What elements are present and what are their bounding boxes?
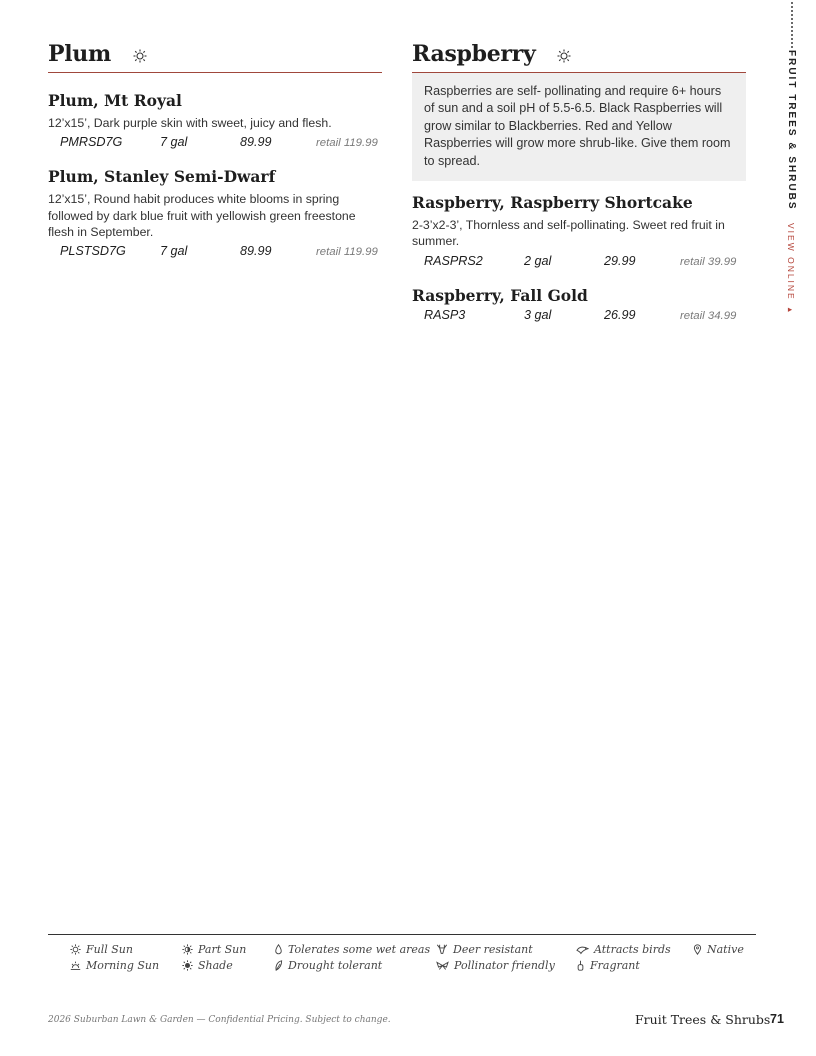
product-name: Raspberry, Fall Gold	[412, 285, 588, 305]
legend-item	[436, 941, 555, 957]
sun-icon	[70, 944, 81, 955]
legend-label: Fragrant	[590, 958, 640, 972]
product-entry	[48, 167, 382, 258]
sku-code: RASP3	[424, 307, 466, 322]
legend-item	[436, 957, 555, 973]
water-drop-icon	[274, 944, 283, 955]
sku-row	[412, 254, 746, 268]
legend-label: Drought tolerant	[288, 958, 383, 972]
deer-icon	[436, 944, 448, 955]
bird-icon	[576, 944, 589, 955]
legend-item	[182, 941, 246, 957]
footer-disclaimer: 2026 Suburban Lawn & Garden — Confidential Pricing. Subject to change.	[48, 1015, 391, 1025]
location-pin-icon	[693, 944, 702, 955]
sku-row	[48, 244, 382, 258]
section-tab-title: FRUIT TREES & SHRUBS	[786, 50, 797, 211]
section-header	[48, 40, 382, 73]
section-tab	[786, 2, 800, 318]
page-number: 71	[770, 1012, 784, 1026]
product-description: 2-3’x2-3’, Thornless and self-pollinating. Sweet red fruit in summer.	[412, 218, 725, 249]
view-online-link[interactable]: VIEW ONLINE ▸	[786, 223, 796, 318]
section-title: Plum	[48, 41, 111, 67]
legend-label: Pollinator friendly	[454, 958, 555, 972]
legend-label: Tolerates some wet areas	[288, 942, 431, 956]
product-description: 12’x15’, Round habit produces white blooms in spring followed by dark blue fruit with yellowish green freestone flesh in September.	[48, 192, 356, 239]
product-entry	[48, 91, 382, 149]
butterfly-icon	[436, 960, 449, 971]
legend-item	[182, 957, 246, 973]
legend-item	[576, 941, 671, 957]
sku-size: 7 gal	[160, 135, 188, 150]
sku-price: 26.99	[604, 307, 636, 322]
sku-retail: retail 34.99	[680, 309, 737, 322]
footer-section-name: Fruit Trees & Shrubs	[635, 1012, 771, 1027]
sku-code: RASPRS2	[424, 253, 483, 268]
legend-label: Attracts birds	[594, 942, 671, 956]
legend-item	[70, 957, 159, 973]
product-name: Plum, Stanley Semi-Dwarf	[48, 167, 276, 187]
legend-item	[70, 941, 159, 957]
fragrance-icon	[576, 960, 585, 971]
intro-box: Raspberries are self- pollinating and require 6+ hours of sun and a soil pH of 5.5-6.5. Black Raspberries will grow similar to Blackberries. Red and Yellow Raspberries will grow more shrub-like. Give them room to spread.	[412, 73, 746, 181]
dotted-leader	[791, 2, 793, 48]
legend-label: Native	[707, 942, 744, 956]
legend-label: Shade	[198, 958, 233, 972]
sku-retail: retail 39.99	[680, 255, 737, 268]
sku-row	[48, 135, 382, 149]
legend-item	[274, 957, 430, 973]
product-name: Raspberry, Raspberry Shortcake	[412, 193, 693, 213]
legend-item	[576, 957, 671, 973]
shade-icon	[182, 960, 193, 971]
legend-label: Part Sun	[198, 942, 247, 956]
sku-row	[412, 308, 746, 322]
legend-item	[693, 941, 744, 957]
product-entry	[412, 193, 746, 268]
sun-icon	[133, 49, 147, 63]
sun-icon	[557, 49, 571, 63]
sku-code: PMRSD7G	[60, 135, 123, 150]
sku-code: PLSTSD7G	[60, 244, 126, 259]
section-title: Raspberry	[412, 41, 536, 67]
raspberry-section	[412, 40, 746, 322]
plum-section	[48, 40, 382, 258]
leaf-icon	[274, 960, 283, 971]
section-tab-text	[786, 50, 797, 317]
product-entry	[412, 286, 746, 322]
sku-retail: retail 119.99	[316, 137, 378, 150]
legend-label: Full Sun	[86, 942, 133, 956]
product-name: Plum, Mt Royal	[48, 91, 182, 110]
icon-legend	[48, 934, 756, 972]
part-sun-icon	[182, 944, 193, 955]
sku-retail: retail 119.99	[316, 246, 378, 259]
legend-item	[274, 941, 430, 957]
section-header	[412, 40, 746, 73]
sku-price: 89.99	[240, 135, 272, 150]
legend-label: Morning Sun	[86, 958, 160, 972]
sku-price: 89.99	[240, 244, 272, 259]
legend-label: Deer resistant	[453, 942, 533, 956]
product-description: 12’x15’, Dark purple skin with sweet, juicy and flesh.	[48, 116, 332, 130]
morning-sun-icon	[70, 960, 81, 971]
sku-size: 3 gal	[524, 307, 552, 322]
sku-size: 7 gal	[160, 244, 188, 259]
sku-size: 2 gal	[524, 253, 552, 268]
sku-price: 29.99	[604, 253, 636, 268]
